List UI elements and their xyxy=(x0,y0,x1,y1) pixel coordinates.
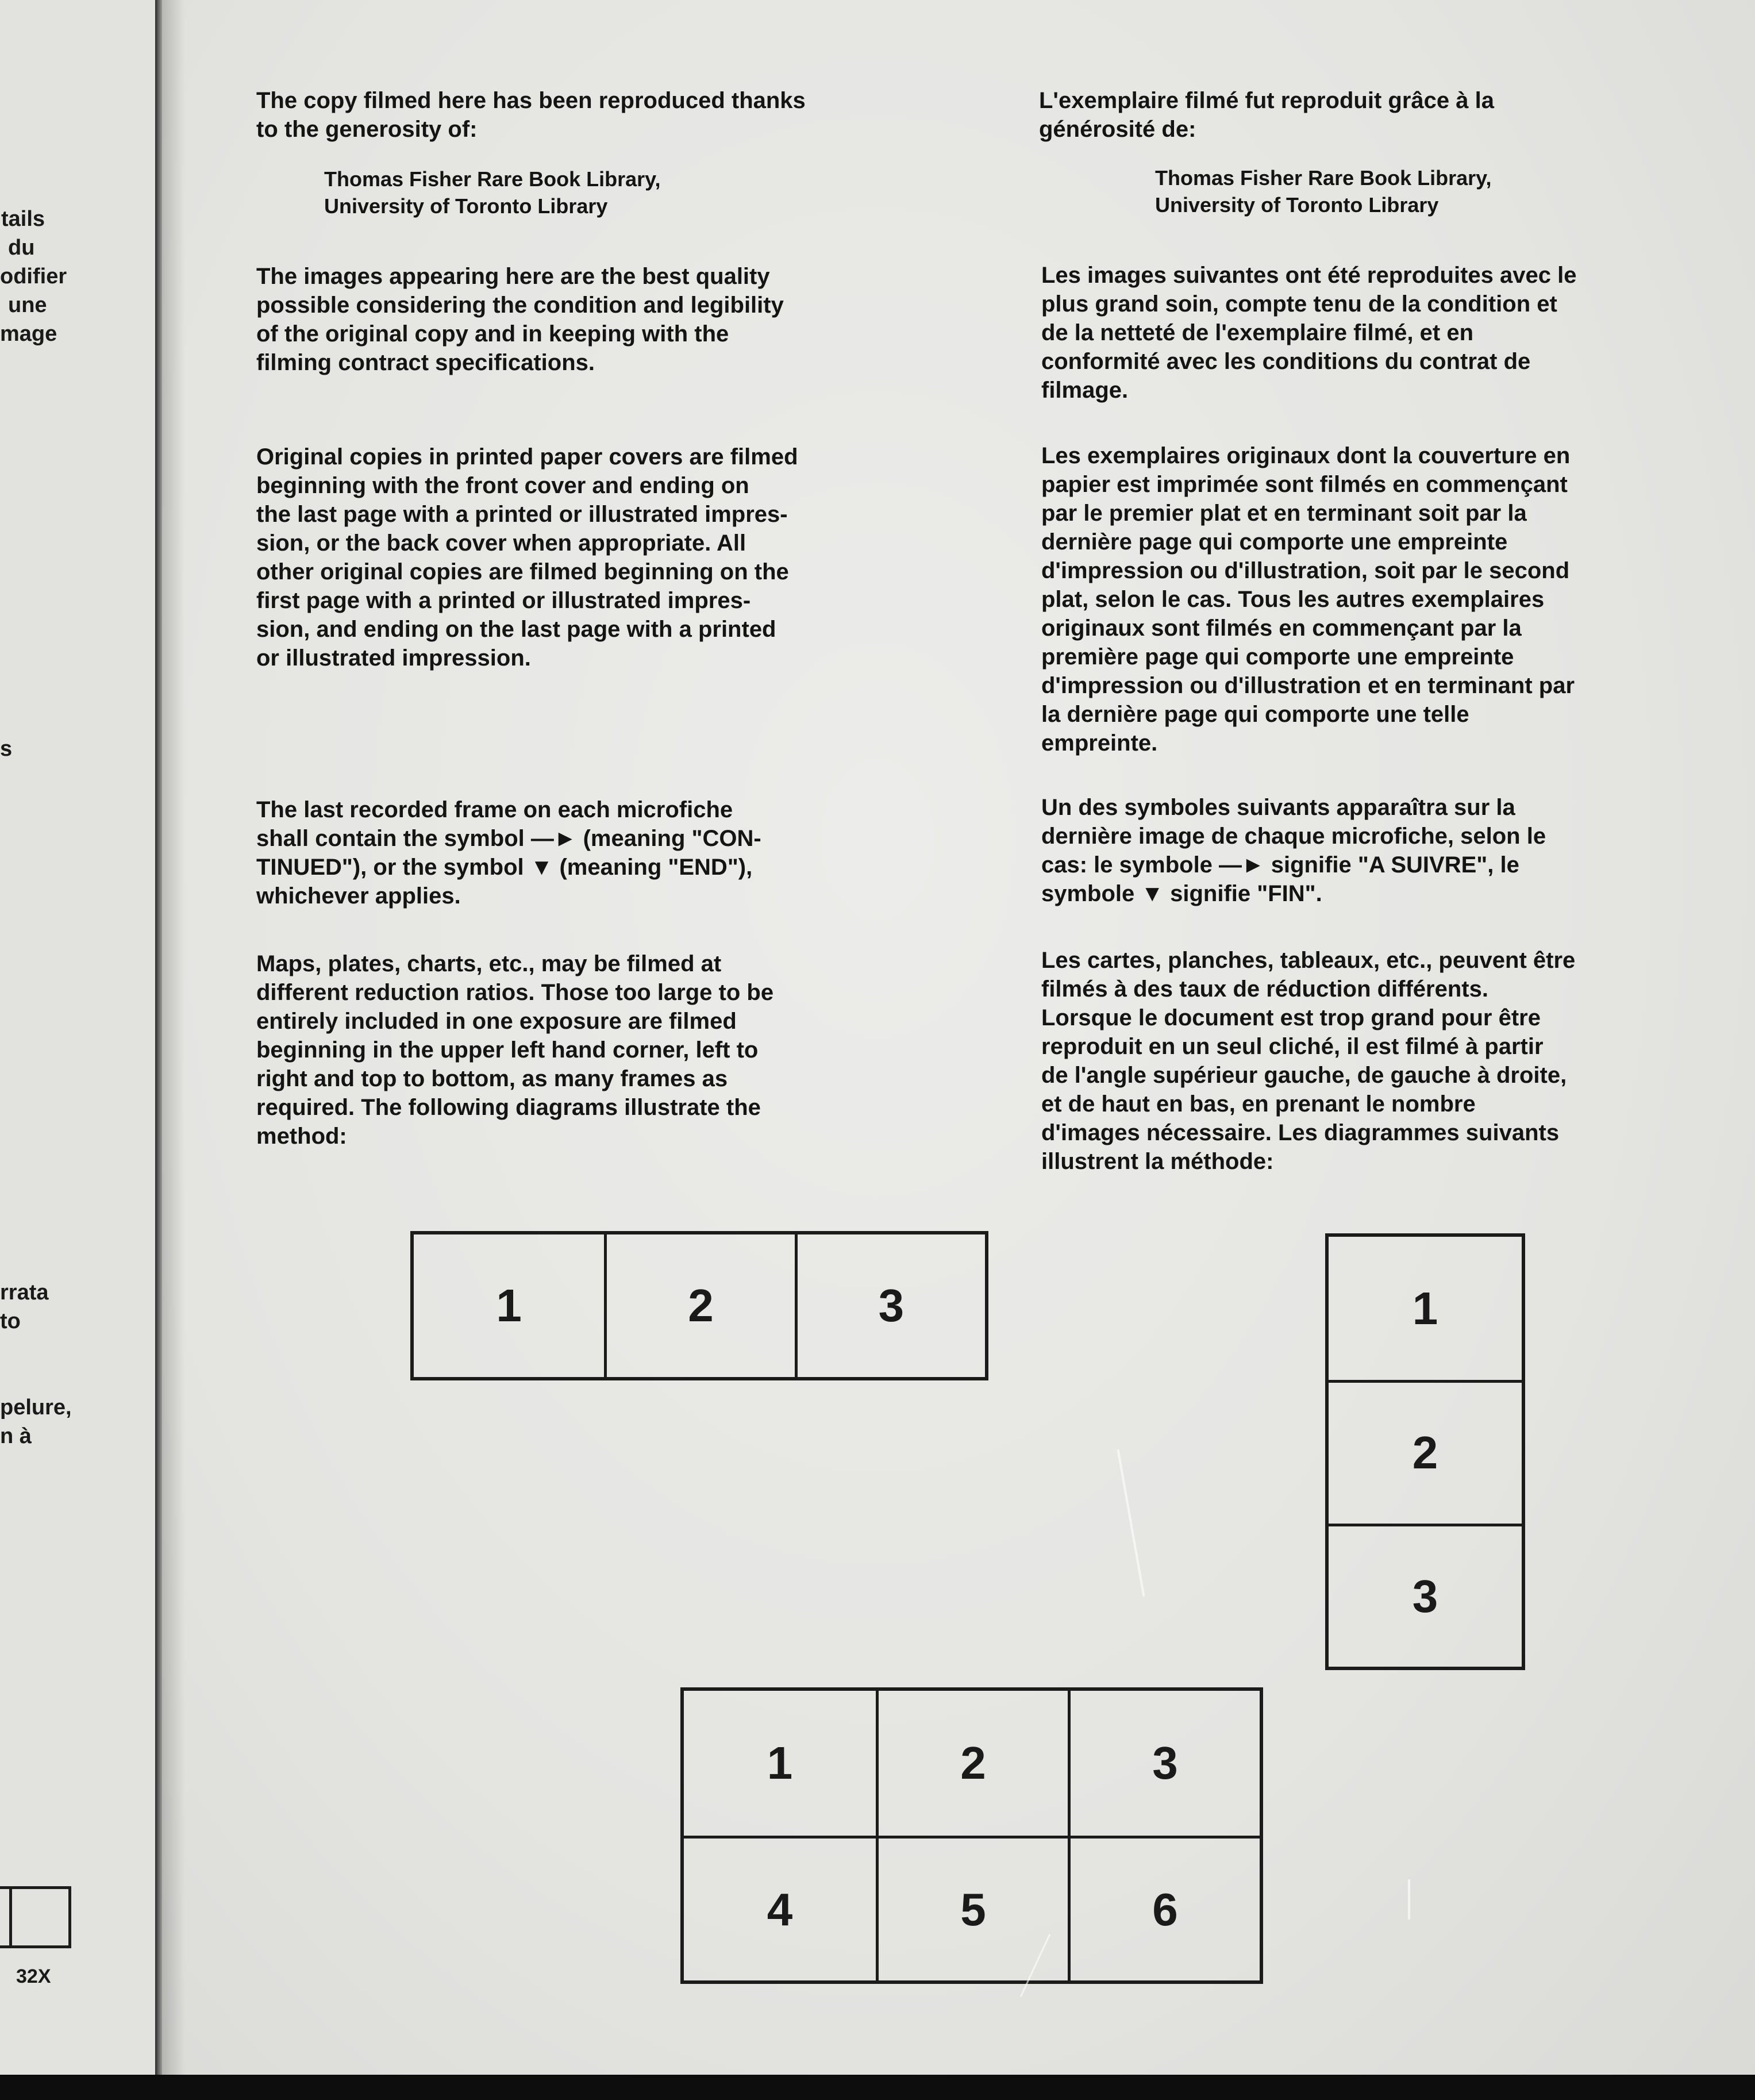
frame-cell: 5 xyxy=(876,1836,1068,1980)
english-symbol-paragraph xyxy=(256,795,946,910)
left-fragment-text: s xyxy=(0,737,13,761)
left-fragment-text: odifier xyxy=(0,264,67,289)
end-triangle-icon: ▼ xyxy=(530,855,553,880)
frame-cell: 1 xyxy=(1412,1282,1438,1334)
english-quality-paragraph: The images appearing here are the best quality possible considering the condition and legibility of the original copy and in keeping with the filming contract specifications. xyxy=(256,264,784,375)
left-fragment-text: to xyxy=(0,1309,21,1333)
english-institution: Thomas Fisher Rare Book Library, University of Toronto Library xyxy=(324,167,661,218)
frame-cell: 3 xyxy=(795,1234,985,1377)
continued-arrow-icon: —► xyxy=(1219,852,1265,878)
frame-cell: 2 xyxy=(876,1691,1068,1836)
frame-cell: 3 xyxy=(1329,1524,1522,1667)
french-symbol-block xyxy=(1041,793,1742,908)
french-symbol-text-2: signifie "A SUIVRE", le symbole xyxy=(1041,852,1519,906)
french-maps-block xyxy=(1041,946,1742,1176)
film-edge xyxy=(0,2075,1755,2100)
page-gutter xyxy=(155,0,162,2075)
gutter-shadow xyxy=(162,0,185,2075)
left-fragment-text: tails xyxy=(1,207,45,231)
french-symbol-paragraph xyxy=(1041,793,1742,908)
left-fragment-text: rrata xyxy=(0,1280,49,1305)
english-covers-block xyxy=(256,443,946,672)
english-covers-paragraph: Original copies in printed paper covers are filmed beginning with the front cover and ending on the last page with a printed or illustrated impres- sion, or the back cover when appropriate. All other original copies are filmed beginning on the first page with a printed or illustrated impres- sion, and ending on the last page with a printed or illustrated impression. xyxy=(256,444,798,671)
french-maps-paragraph: Les cartes, planches, tableaux, etc., peuvent être filmés à des taux de réduction différents. Lorsque le document est trop grand pour être reproduit en un seul cliché, il est filmé à partir de l'angle supérieur gauche, de gauche à droite, et de haut en bas, en prenant le nombre d'images nécessaire. Les diagrammes suivants illustrent la méthode: xyxy=(1041,948,1576,1174)
film-scratch xyxy=(1117,1449,1145,1597)
frame-cell: 2 xyxy=(604,1234,794,1377)
french-intro: L'exemplaire filmé fut reproduit grâce à la générosité de: xyxy=(1039,88,1494,142)
english-quality-block xyxy=(256,262,946,377)
frame-cell: 6 xyxy=(1068,1836,1260,1980)
english-maps-block xyxy=(256,949,946,1151)
frame-cell: 2 xyxy=(1329,1380,1522,1523)
end-triangle-icon: ▼ xyxy=(1141,881,1164,906)
left-fragment-text: n à xyxy=(0,1424,32,1448)
left-fragment-text: une xyxy=(8,293,47,317)
diagram-grid-frames xyxy=(680,1687,1263,1984)
french-symbol-text-1: Un des symboles suivants apparaîtra sur la dernière image de chaque microfiche, selon le cas: le symbole xyxy=(1041,795,1546,878)
english-symbol-block xyxy=(256,795,946,910)
english-symbol-text-2: (meaning "CON- TINUED"), or the symbol xyxy=(256,826,761,880)
reduction-ratio-label: 32X xyxy=(16,1966,51,1987)
continued-arrow-icon: —► xyxy=(530,826,577,851)
french-covers-block xyxy=(1041,441,1742,757)
english-column xyxy=(256,86,946,144)
frame-cell: 3 xyxy=(1068,1691,1260,1836)
diagram-vertical-frames xyxy=(1325,1233,1525,1670)
frame-cell: 1 xyxy=(767,1737,793,1789)
french-symbol-text-3: signifie "FIN". xyxy=(1164,881,1322,906)
french-institution: Thomas Fisher Rare Book Library, University of Toronto Library xyxy=(1155,166,1492,217)
left-fragment-text: mage xyxy=(0,322,57,346)
french-column xyxy=(1039,86,1740,144)
left-fragment-text: pelure, xyxy=(0,1395,72,1420)
diagram-horizontal-frames xyxy=(410,1231,988,1380)
english-intro: The copy filmed here has been reproduced thanks to the generosity of: xyxy=(256,88,806,142)
english-symbol-text-1: The last recorded frame on each microfiche shall contain the symbol xyxy=(256,797,733,851)
left-fragment-text: du xyxy=(8,236,35,260)
frame-cell: 1 xyxy=(496,1280,522,1331)
french-covers-paragraph: Les exemplaires originaux dont la couverture en papier est imprimée sont filmés en commençant par le premier plat et en terminant soit par la dernière page qui comporte une empreinte d'impression ou d'illustration, soit par le second plat, selon le cas. Tous les autres exemplaires originaux sont filmés en commençant par la première page qui comporte une empreinte d'impression ou d'illustration et en terminant par la dernière page qui comporte une telle empreinte. xyxy=(1041,443,1575,756)
french-quality-paragraph: Les images suivantes ont été reproduites avec le plus grand soin, compte tenu de la condition et de la netteté de l'exemplaire filmé, et en conformité avec les conditions du contrat de filmage. xyxy=(1041,263,1577,403)
french-quality-block xyxy=(1041,261,1742,405)
english-maps-paragraph: Maps, plates, charts, etc., may be filmed at different reduction ratios. Those too large to be entirely included in one exposure are filmed beginning in the upper left hand corner, left to right and top to bottom, as many frames as required. The following diagrams illustrate the method: xyxy=(256,951,774,1149)
english-symbol-text-3: (meaning "END"), whichever applies. xyxy=(256,855,753,909)
frame-box-divider xyxy=(9,1886,12,1948)
film-scratch xyxy=(1408,1879,1410,1920)
frame-cell: 4 xyxy=(684,1836,876,1980)
